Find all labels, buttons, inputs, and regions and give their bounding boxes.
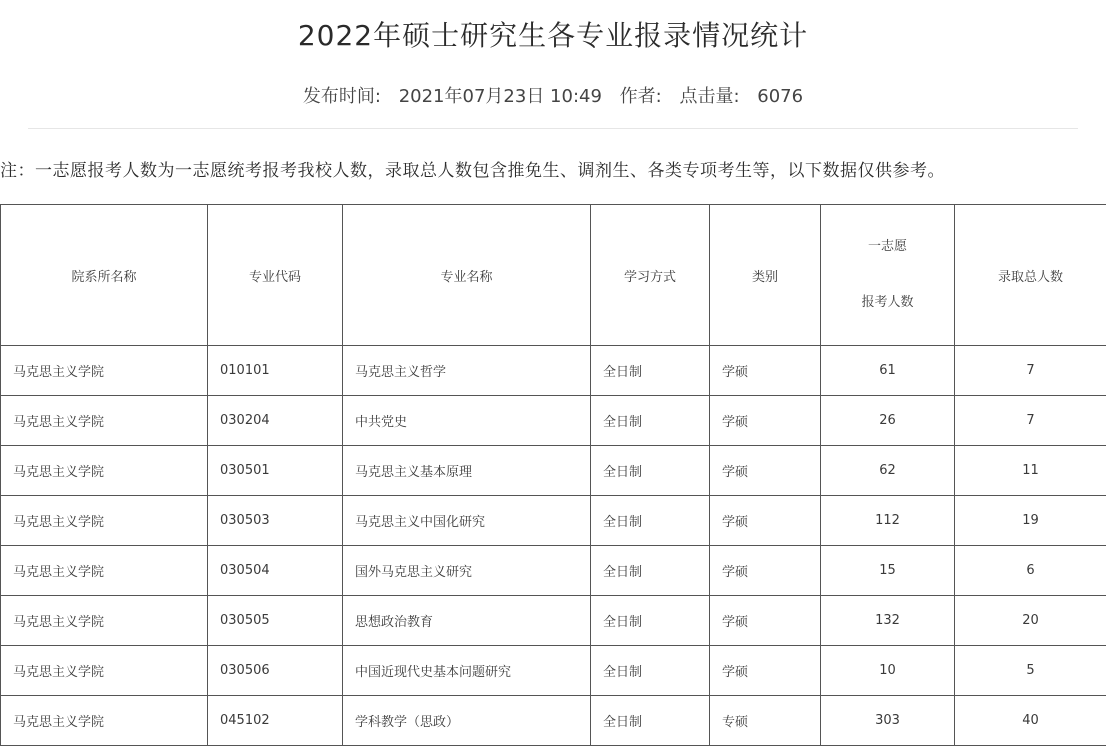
cell-applicants: 303: [821, 696, 955, 746]
cell-code: 045102: [208, 696, 343, 746]
cell-major: 马克思主义哲学: [343, 346, 591, 396]
views-value: 6076: [757, 86, 804, 107]
cell-dept: 马克思主义学院: [1, 646, 208, 696]
table-header-row: [1, 205, 1106, 346]
table-row: [1, 646, 1106, 696]
table-row: [1, 696, 1106, 746]
table-row: [1, 446, 1106, 496]
cell-admitted: 40: [955, 696, 1106, 746]
article-meta: [0, 82, 1106, 108]
cell-code: 030506: [208, 646, 343, 696]
cell-code: 030204: [208, 396, 343, 446]
cell-admitted: 7: [955, 396, 1106, 446]
header-major: 专业名称: [343, 205, 591, 346]
table-row: [1, 396, 1106, 446]
header-code: 专业代码: [208, 205, 343, 346]
published-value: 2021年07月23日 10:49: [398, 86, 602, 107]
cell-major: 思想政治教育: [343, 596, 591, 646]
cell-type: 学硕: [710, 396, 821, 446]
cell-mode: 全日制: [591, 596, 710, 646]
cell-dept: 马克思主义学院: [1, 346, 208, 396]
cell-mode: 全日制: [591, 446, 710, 496]
cell-dept: 马克思主义学院: [1, 396, 208, 446]
cell-admitted: 11: [955, 446, 1106, 496]
header-admitted: 录取总人数: [955, 205, 1106, 346]
cell-applicants: 112: [821, 496, 955, 546]
cell-major: 学科教学（思政）: [343, 696, 591, 746]
cell-admitted: 7: [955, 346, 1106, 396]
cell-applicants: 15: [821, 546, 955, 596]
header-dept: 院系所名称: [1, 205, 208, 346]
published-label: 发布时间:: [302, 86, 381, 107]
cell-admitted: 19: [955, 496, 1106, 546]
cell-type: 学硕: [710, 646, 821, 696]
table-row: [1, 496, 1106, 546]
cell-code: 030504: [208, 546, 343, 596]
cell-admitted: 6: [955, 546, 1106, 596]
cell-type: 学硕: [710, 446, 821, 496]
admission-table: [0, 204, 1106, 746]
cell-type: 学硕: [710, 496, 821, 546]
table-row: [1, 546, 1106, 596]
table-row: [1, 346, 1106, 396]
cell-type: 专硕: [710, 696, 821, 746]
cell-applicants: 26: [821, 396, 955, 446]
cell-mode: 全日制: [591, 646, 710, 696]
header-applicants-line1: 一志愿: [867, 239, 907, 254]
cell-mode: 全日制: [591, 396, 710, 446]
cell-type: 学硕: [710, 546, 821, 596]
cell-dept: 马克思主义学院: [1, 496, 208, 546]
header-applicants: [821, 205, 955, 346]
cell-code: 030505: [208, 596, 343, 646]
cell-mode: 全日制: [591, 346, 710, 396]
cell-type: 学硕: [710, 596, 821, 646]
cell-mode: 全日制: [591, 546, 710, 596]
header-mode: 学习方式: [591, 205, 710, 346]
cell-major: 国外马克思主义研究: [343, 546, 591, 596]
cell-major: 马克思主义中国化研究: [343, 496, 591, 546]
cell-mode: 全日制: [591, 496, 710, 546]
page-title: 2022年硕士研究生各专业报录情况统计: [297, 19, 809, 52]
cell-type: 学硕: [710, 346, 821, 396]
header-type: 类别: [710, 205, 821, 346]
cell-applicants: 61: [821, 346, 955, 396]
views-label: 点击量:: [679, 86, 740, 107]
cell-major: 马克思主义基本原理: [343, 446, 591, 496]
cell-code: 010101: [208, 346, 343, 396]
cell-admitted: 5: [955, 646, 1106, 696]
cell-dept: 马克思主义学院: [1, 696, 208, 746]
header-applicants-line2: 报考人数: [861, 295, 914, 310]
cell-dept: 马克思主义学院: [1, 546, 208, 596]
cell-code: 030501: [208, 446, 343, 496]
author-label: 作者:: [619, 86, 662, 107]
cell-dept: 马克思主义学院: [1, 446, 208, 496]
note-text: 注：一志愿报考人数为一志愿统考报考我校人数，录取总人数包含推免生、调剂生、各类专项考生等，以下数据仅供参考。: [0, 161, 945, 181]
cell-applicants: 132: [821, 596, 955, 646]
divider: [28, 128, 1078, 129]
cell-major: 中国近现代史基本问题研究: [343, 646, 591, 696]
cell-mode: 全日制: [591, 696, 710, 746]
cell-code: 030503: [208, 496, 343, 546]
cell-dept: 马克思主义学院: [1, 596, 208, 646]
table-row: [1, 596, 1106, 646]
cell-applicants: 10: [821, 646, 955, 696]
cell-major: 中共党史: [343, 396, 591, 446]
cell-admitted: 20: [955, 596, 1106, 646]
cell-applicants: 62: [821, 446, 955, 496]
